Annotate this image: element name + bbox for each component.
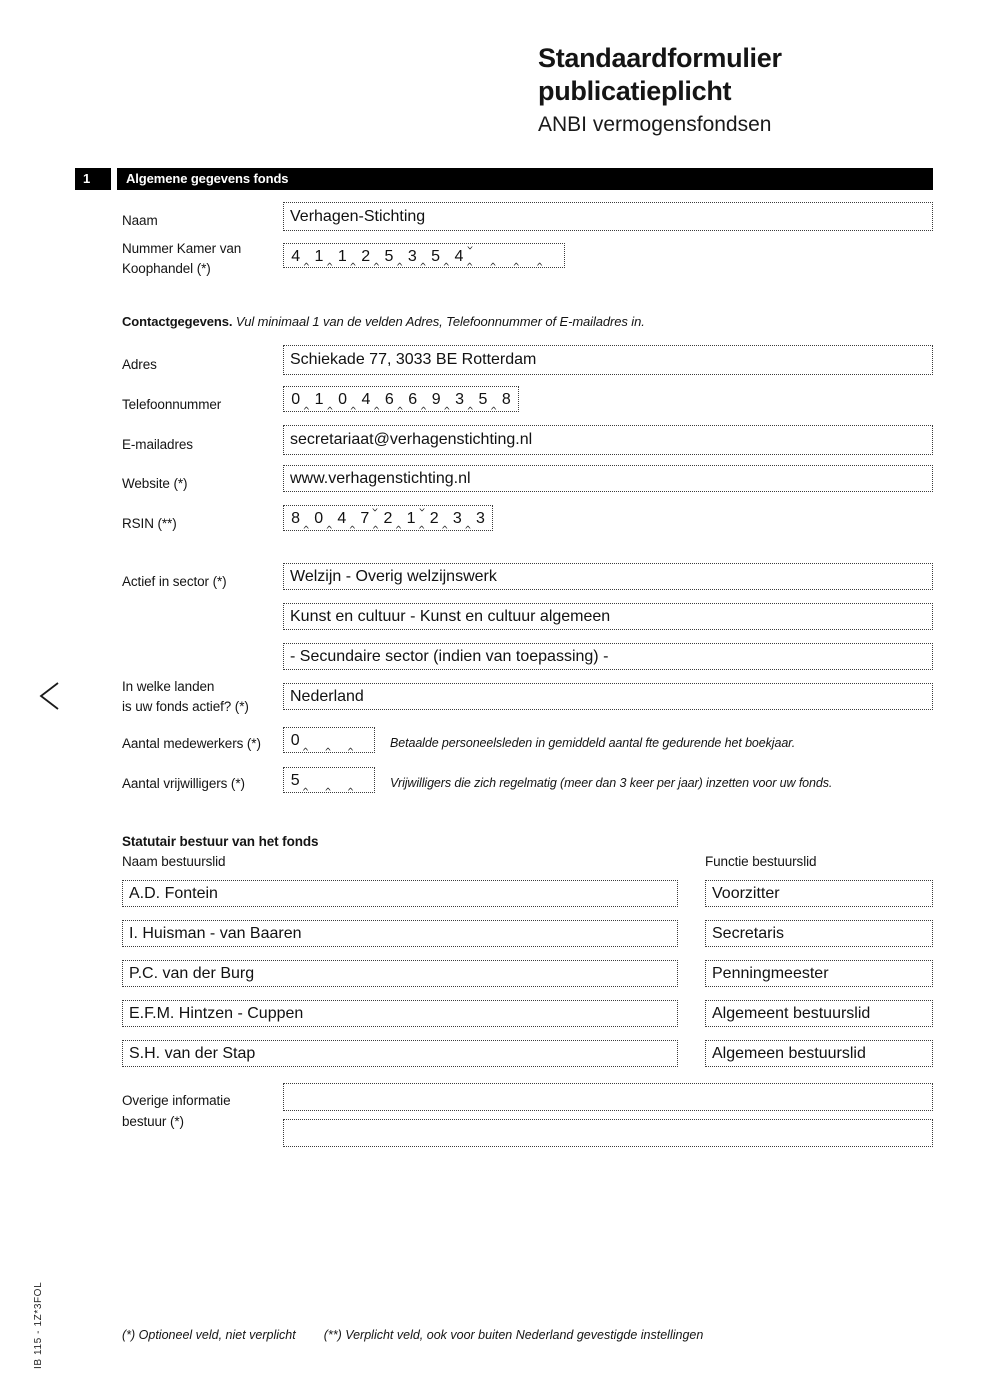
page-title-line1: Standaardformulier bbox=[538, 43, 782, 73]
comb-digit-cell[interactable]: ^ 8 bbox=[495, 387, 518, 411]
comb-digit-cell[interactable]: ^ 6 bbox=[401, 387, 424, 411]
contact-note bbox=[122, 312, 645, 332]
comb-digit-cell[interactable]: ^ 0 bbox=[331, 387, 354, 411]
comb-digit-cell[interactable]: 5 bbox=[290, 772, 300, 789]
field-label-overige-line1: Overige informatie bbox=[122, 1093, 231, 1108]
field-label-rsin: RSIN (**) bbox=[122, 516, 177, 531]
comb-digit-cell[interactable]: ^ 6 bbox=[378, 387, 401, 411]
field-label-kvk-line1: Nummer Kamer van bbox=[122, 241, 242, 256]
field-medewerkers-comb[interactable] bbox=[283, 727, 375, 753]
field-label-kvk-line2: Koophandel (*) bbox=[122, 261, 211, 276]
field-bestuur-naam-1[interactable]: A.D. Fontein bbox=[122, 880, 678, 907]
footer-note-required: (**) Verplicht veld, ook voor buiten Nederland gevestigde instellingen bbox=[323, 1328, 704, 1342]
field-bestuur-naam-2[interactable]: I. Huisman - van Baaren bbox=[122, 920, 678, 947]
field-label-adres: Adres bbox=[122, 357, 157, 372]
field-landen[interactable]: Nederland bbox=[283, 683, 933, 710]
field-telefoon-comb[interactable] bbox=[283, 386, 519, 412]
comb-digit-cell[interactable]: 4 bbox=[291, 248, 301, 265]
comb-digit-cell[interactable]: ^ 5 bbox=[424, 244, 447, 267]
field-bestuur-functie-1[interactable]: Voorzitter bbox=[705, 880, 933, 907]
field-bestuur-naam-3[interactable]: P.C. van der Burg bbox=[122, 960, 678, 987]
comb-digit-cell[interactable]: ^ 1 bbox=[331, 244, 354, 267]
field-label-kvk bbox=[122, 239, 241, 279]
field-sector-3[interactable]: - Secundaire sector (indien van toepassing) - bbox=[283, 643, 933, 670]
field-bestuur-functie-3[interactable]: Penningmeester bbox=[705, 960, 933, 987]
comb-digit-cell[interactable]: ^ 3 bbox=[469, 506, 492, 530]
field-overige-bestuur-2[interactable] bbox=[283, 1119, 933, 1147]
field-rsin-comb[interactable] bbox=[283, 505, 493, 531]
note-vrijwilligers: Vrijwilligers die zich regelmatig (meer dan 3 keer per jaar) inzetten voor uw fonds. bbox=[390, 776, 833, 790]
comb-digit-cell[interactable] bbox=[352, 728, 375, 752]
comb-digit-cell[interactable]: ^ 3 bbox=[448, 387, 471, 411]
comb-digit-cell[interactable]: ^ 2 bbox=[354, 244, 377, 267]
field-bestuur-functie-5[interactable]: Algemeen bestuurslid bbox=[705, 1040, 933, 1067]
comb-digit-cell[interactable]: ^ 0 bbox=[307, 506, 330, 530]
field-overige-bestuur-1[interactable] bbox=[283, 1083, 933, 1111]
field-bestuur-functie-4[interactable]: Algemeent bestuurslid bbox=[705, 1000, 933, 1027]
section-number: 1 bbox=[75, 168, 111, 190]
field-sector-1[interactable]: Welzijn - Overig welzijnswerk bbox=[283, 563, 933, 590]
comb-digit-cell[interactable] bbox=[541, 244, 564, 267]
note-medewerkers: Betaalde personeelsleden in gemiddeld aantal fte gedurende het boekjaar. bbox=[390, 736, 796, 750]
comb-digit-cell[interactable]: ^ 7 bbox=[353, 506, 376, 530]
comb-digit-cell[interactable]: ^ 5 bbox=[377, 244, 400, 267]
field-label-vrijwilligers: Aantal vrijwilligers (*) bbox=[122, 776, 245, 791]
field-label-telefoon: Telefoonnummer bbox=[122, 397, 222, 412]
comb-digit-cell[interactable]: ^ 2 ^ bbox=[376, 506, 399, 530]
comb-digit-cell[interactable]: ^ 1 bbox=[307, 244, 330, 267]
comb-digit-cell[interactable]: ^ 2 ^ bbox=[423, 506, 446, 530]
field-bestuur-naam-5[interactable]: S.H. van der Stap bbox=[122, 1040, 678, 1067]
comb-digit-cell[interactable]: 0 bbox=[290, 732, 300, 749]
contact-note-italic: Vul minimaal 1 van de velden Adres, Telefoonnummer of E-mailadres in. bbox=[232, 314, 645, 329]
field-kvk-comb[interactable] bbox=[283, 243, 565, 268]
field-email[interactable]: secretariaat@verhagenstichting.nl bbox=[283, 425, 933, 455]
page-title bbox=[538, 42, 782, 138]
footer-notes bbox=[122, 1328, 703, 1342]
comb-digit-cell[interactable] bbox=[352, 768, 375, 792]
comb-digit-cell[interactable]: ^ 1 bbox=[400, 506, 423, 530]
field-sector-2[interactable]: Kunst en cultuur - Kunst en cultuur algemeen bbox=[283, 603, 933, 630]
field-bestuur-functie-2[interactable]: Secretaris bbox=[705, 920, 933, 947]
comb-digit-cell[interactable]: ^ 9 bbox=[424, 387, 447, 411]
field-adres[interactable]: Schiekade 77, 3033 BE Rotterdam bbox=[283, 345, 933, 375]
section-title-bar: Algemene gegevens fonds bbox=[117, 168, 933, 190]
field-label-landen bbox=[122, 677, 249, 717]
comb-digit-cell[interactable]: ^ 1 bbox=[307, 387, 330, 411]
field-label-landen-line1: In welke landen bbox=[122, 679, 215, 694]
contact-note-bold: Contactgegevens. bbox=[122, 314, 233, 329]
comb-digit-cell[interactable]: ^ 4 bbox=[447, 244, 470, 267]
field-label-medewerkers: Aantal medewerkers (*) bbox=[122, 736, 261, 751]
field-bestuur-naam-4[interactable]: E.F.M. Hintzen - Cuppen bbox=[122, 1000, 678, 1027]
form-code-vertical: IB 115 - 1Z*3FOL bbox=[33, 1281, 44, 1369]
field-label-sector: Actief in sector (*) bbox=[122, 574, 227, 589]
crop-mark-icon bbox=[38, 680, 60, 712]
bestuur-heading: Statutair bestuur van het fonds bbox=[122, 834, 319, 849]
col-header-functie-bestuurslid: Functie bestuurslid bbox=[705, 854, 817, 869]
field-label-website: Website (*) bbox=[122, 476, 188, 491]
field-naam[interactable]: Verhagen-Stichting bbox=[283, 202, 933, 231]
page-subtitle: ANBI vermogensfondsen bbox=[538, 113, 772, 136]
comb-digit-cell[interactable]: 0 bbox=[291, 391, 301, 408]
comb-digit-cell[interactable]: ^ 4 bbox=[330, 506, 353, 530]
footer-note-optional: (*) Optioneel veld, niet verplicht bbox=[122, 1328, 296, 1342]
field-label-overige-bestuur bbox=[122, 1090, 231, 1132]
field-label-naam: Naam bbox=[122, 213, 158, 228]
comb-digit-cell[interactable]: ^ 5 bbox=[471, 387, 494, 411]
field-label-overige-line2: bestuur (*) bbox=[122, 1114, 184, 1129]
page-title-line2: publicatieplicht bbox=[538, 76, 732, 106]
comb-digit-cell[interactable]: ^ 3 bbox=[446, 506, 469, 530]
field-label-email: E-mailadres bbox=[122, 437, 193, 452]
comb-digit-cell[interactable]: ^ 3 bbox=[401, 244, 424, 267]
comb-digit-cell[interactable]: ^ 4 bbox=[354, 387, 377, 411]
field-label-landen-line2: is uw fonds actief? (*) bbox=[122, 699, 249, 714]
comb-digit-cell[interactable]: 8 bbox=[291, 510, 300, 527]
col-header-naam-bestuurslid: Naam bestuurslid bbox=[122, 854, 226, 869]
field-vrijwilligers-comb[interactable] bbox=[283, 767, 375, 793]
field-website[interactable]: www.verhagenstichting.nl bbox=[283, 465, 933, 492]
